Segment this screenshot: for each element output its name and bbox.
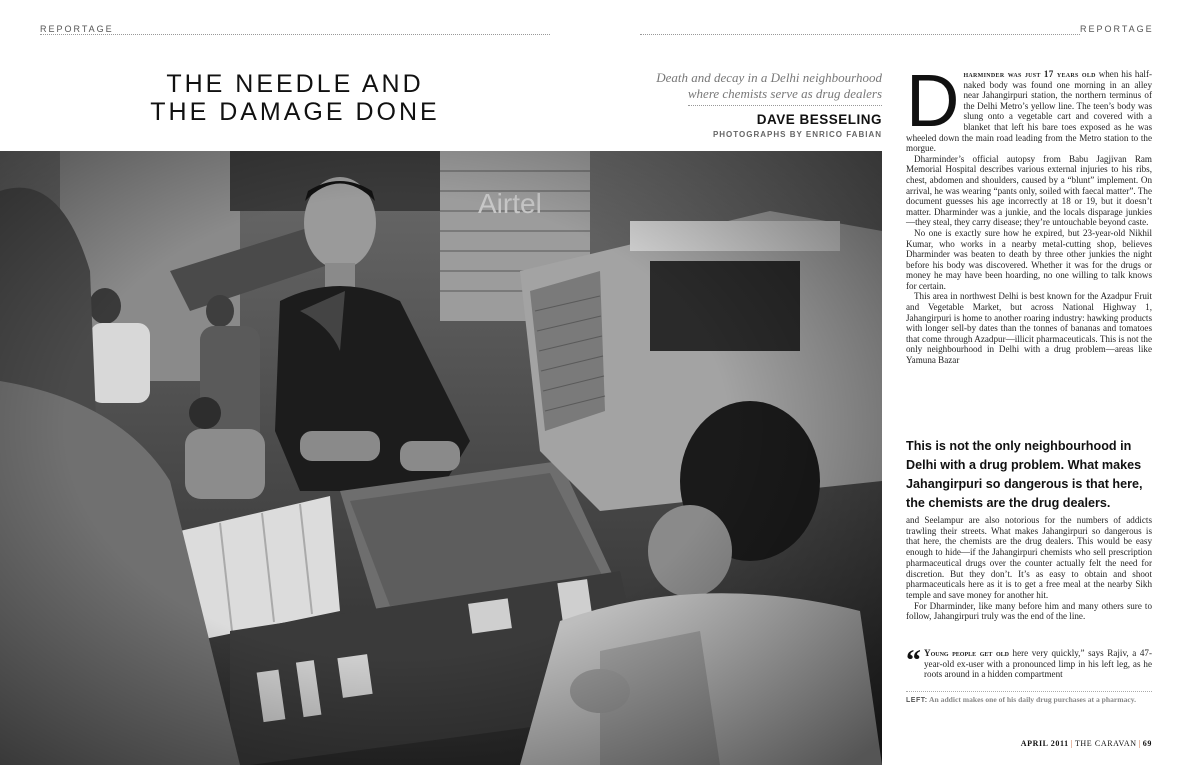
article-paragraph-2: Dharminder’s official autopsy from Babu Jagjivan Ram Memorial Hospital describes various external injuries to his ribs, chest, abdomen and shoulders, caused by a “blunt” implement. On arrival, he was wearing “pants only, soiled with faecal matter”. The document guesses his age incorrectly at 18 or 19, but it doesn’t matter. Dharminder was a junkie, and the locals disparage junkies—they steal, they carry disease; they’re untouchable beyond caste. (906, 153, 1152, 228)
headline-line-2: THE DAMAGE DONE (150, 98, 440, 126)
section-label-right: REPORTAGE (1080, 24, 1154, 34)
pull-quote: This is not the only neighbourhood in Delhi with a drug problem. What makes Jahangirpuri so dangerous is that here, the chemists are the drug dealers. (906, 439, 1143, 510)
open-quote-mark: “ (906, 644, 921, 677)
article-body-top (906, 59, 1153, 366)
caption-rule (906, 691, 1152, 692)
article-body-bottom (906, 515, 1152, 622)
deck (610, 70, 882, 102)
quote-paragraph (906, 644, 1152, 680)
header-rule-right (640, 34, 1080, 35)
headline-line-1: THE NEEDLE AND (166, 70, 424, 98)
quote-lead-in: Young people get old (924, 648, 1009, 658)
article-paragraph-3: No one is exactly sure how he expired, but 23-year-old Nikhil Kumar, who works in a nearby metal-cutting shop, believes Dharminder was beaten to death by three other junkies the night before his body was discovered. Whether it was for the drugs or money he may have been hoarding, no one willing to talk knows for certain. (906, 227, 1152, 291)
paragraph-1-text: when his half-naked body was found one morning in an alley near Jahangirpuri station, the northern terminus of the Delhi Metro’s yellow line. The teen’s body was slung onto a vegetable cart and covered with a blanket that left his bare toes exposed as he was wheeled down the main road leading from the Metro station to the morgue. (906, 69, 1153, 154)
caption-text: An addict makes one of his daily drug purchases at a pharmacy. (927, 695, 1137, 704)
folio-separator: | (1138, 739, 1141, 748)
deck-rule (688, 105, 882, 106)
headline (120, 70, 470, 126)
article-paragraph-4: This area in northwest Delhi is best known for the Azadpur Fruit and Vegetable Market, but across National Highway 1, Jahangirpuri is home to another roaring industry: hawking products with longer sell-by dates than the tonnes of bananas and tomatoes that come through Azadpur—illicit pharmaceuticals. This is not the only neighbourhood in Delhi with a drug problem—areas like Yamuna Bazar (906, 291, 1152, 366)
folio-date: APRIL 2011 (1020, 739, 1069, 748)
quote-text: here very quickly,” says Rajiv, a 47-year-old ex-user with a pronounced limp in his left leg, as he roots around in a hidden compartment (924, 648, 1152, 680)
lead-in: harminder was just 17 years old (963, 69, 1096, 79)
photo-caption (906, 695, 1152, 706)
section-label-left: REPORTAGE (40, 24, 114, 34)
feature-photograph (0, 151, 882, 765)
folio (990, 739, 1152, 748)
deck-line-1: Death and decay in a Delhi neighbourhood (656, 70, 882, 85)
caption-label: LEFT: (906, 697, 928, 704)
header-rule-left (40, 34, 550, 35)
byline-photographer: PHOTOGRAPHS BY ENRICO FABIAN (712, 130, 882, 139)
deck-line-2: where chemists serve as drug dealers (687, 86, 882, 101)
folio-separator: | (1070, 739, 1073, 748)
drop-cap: D (906, 59, 960, 142)
article-paragraph-5: and Seelampur are also notorious for the numbers of addicts trawling their streets. What makes Jahangirpuri so dangerous is that here, the chemists are the drug dealers. This would be easy enough to hide—if the Jahangirpuri chemists who sell prescription pharmaceutical drugs over the counter actually felt the need for discretion. But they don’t. It’s as easy to obtain and shoot pharmaceuticals here as it is to get a free meal at the nearby Sikh temple and save money for another hit. (906, 515, 1152, 600)
article-paragraph-1 (906, 59, 1153, 154)
page-number: 69 (1142, 739, 1152, 748)
byline-author: DAVE BESSELING (756, 112, 882, 127)
article-paragraph-6: For Dharminder, like many before him and many others sure to follow, Jahangirpuri truly was the end of the line. (906, 600, 1152, 622)
folio-magazine: THE CARAVAN (1074, 739, 1137, 748)
